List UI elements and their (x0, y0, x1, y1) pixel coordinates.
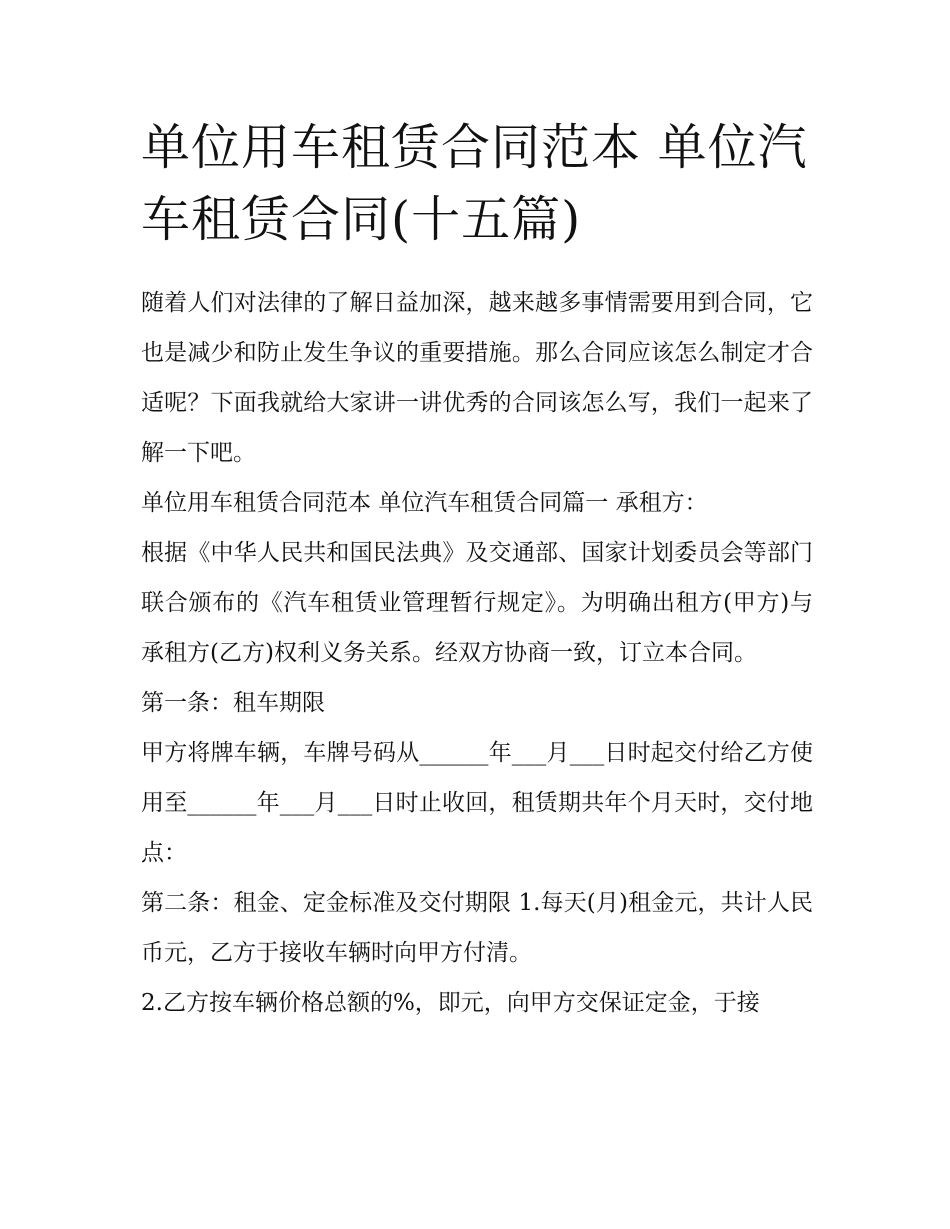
article-one-heading: 第一条：租车期限 (141, 690, 325, 716)
contract-preamble: 根据《中华人民共和国民法典》及交通部、国家计划委员会等部门联合颁布的《汽车租赁业管理暂行规定》。为明确出租方(甲方)与承租方(乙方)权利义务关系。经双方协商一致，订立本合同。 (141, 540, 813, 666)
document-page (141, 112, 813, 1028)
article-two-text: 第二条：租金、定金标准及交付期限 1.每天(月)租金元，共计人民币元，乙方于接收车辆时向甲方付清。 (141, 890, 813, 966)
section-heading: 单位用车租赁合同范本 单位汽车租赁合同篇一 承租方： (141, 490, 708, 516)
article-two-item-2: 2.乙方按车辆价格总额的%，即元，向甲方交保证定金，于接 (141, 990, 760, 1016)
intro-paragraph: 随着人们对法律的了解日益加深，越来越多事情需要用到合同，它也是减少和防止发生争议的重要措施。那么合同应该怎么制定才合适呢？下面我就给大家讲一讲优秀的合同该怎么写，我们一起来了解一下吧。 (141, 290, 813, 466)
article-one-text: 甲方将牌车辆，车牌号码从______年___月___日时起交付给乙方使用至______年___月___日时止收回，租赁期共年个月天时，交付地点： (141, 740, 813, 866)
document-title: 单位用车租赁合同范本 单位汽车租赁合同(十五篇) (141, 119, 808, 248)
document-body (141, 278, 813, 1028)
